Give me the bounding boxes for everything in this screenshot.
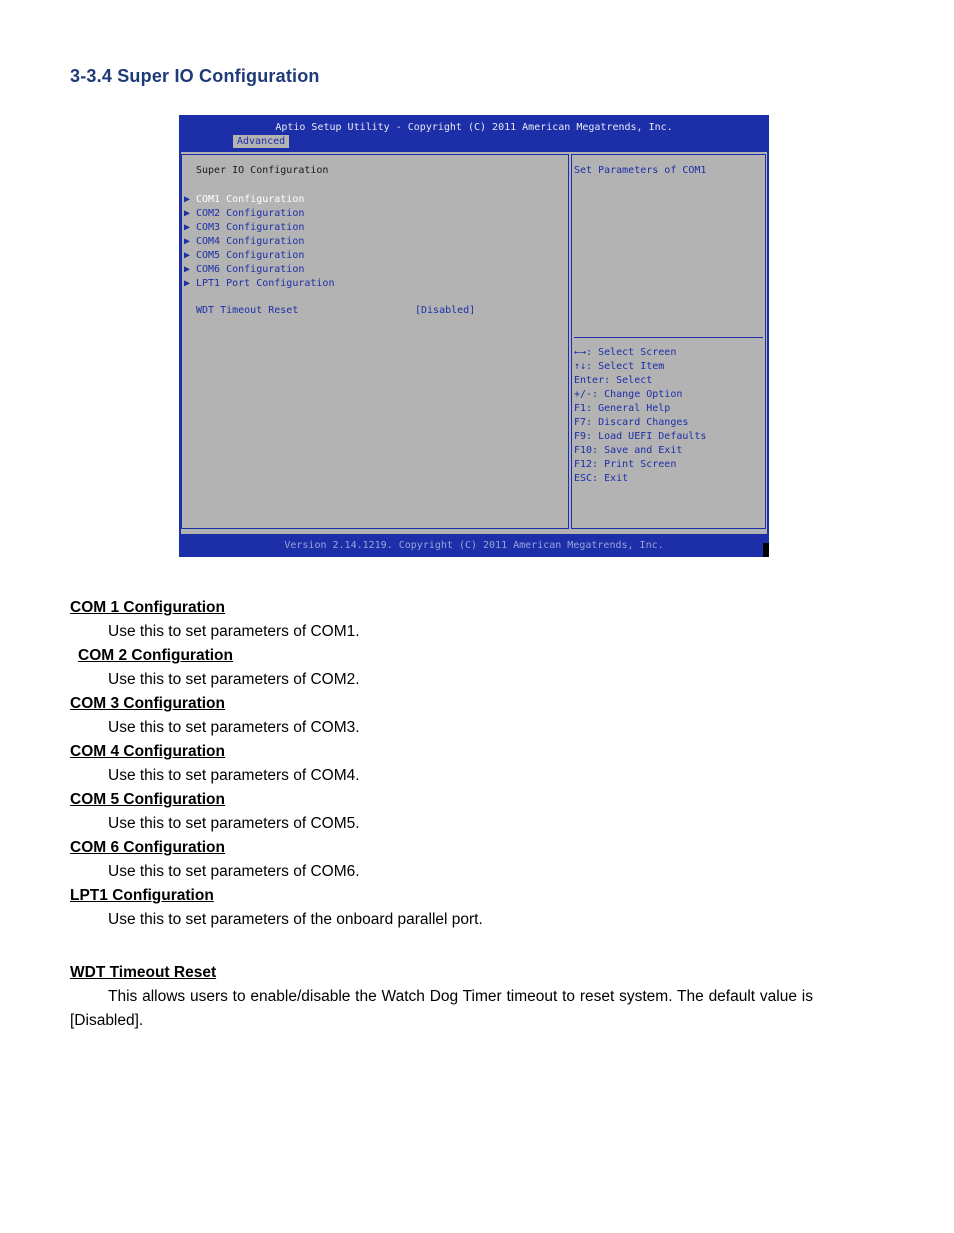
entry-title-com5: COM 5 Configuration (70, 791, 225, 808)
entry-desc-com4: Use this to set parameters of COM4. (108, 767, 360, 784)
document-body (70, 596, 890, 1033)
bios-menu-label: LPT1 Port Configuration (196, 278, 335, 289)
bios-screenshot (179, 115, 769, 557)
bios-title-bar (179, 115, 769, 152)
key-help-item: F9: Load UEFI Defaults (574, 431, 707, 442)
entry-title-com3: COM 3 Configuration (70, 695, 225, 712)
entry-desc-wdt: This allows users to enable/disable the Watch Dog Timer timeout to reset system. The default value is [Disabled]. (70, 988, 813, 1029)
submenu-arrow-icon: ▶ (184, 278, 191, 289)
submenu-arrow-icon: ▶ (184, 194, 191, 205)
bios-body (181, 152, 767, 534)
bios-option-wdt-label[interactable]: WDT Timeout Reset (196, 305, 299, 316)
entry-title-com6: COM 6 Configuration (70, 839, 225, 856)
key-help-item: F7: Discard Changes (574, 417, 689, 428)
entry-desc-lpt1: Use this to set parameters of the onboard parallel port. (108, 911, 483, 928)
key-help-item: ←→: Select Screen (574, 347, 677, 358)
bios-menu-item-com2[interactable] (184, 207, 334, 221)
entry-desc-com3: Use this to set parameters of COM3. (108, 719, 360, 736)
bios-menu-label: COM1 Configuration (196, 194, 305, 205)
bios-menu-item-lpt1[interactable] (184, 277, 334, 291)
entry-title-com2: COM 2 Configuration (78, 647, 233, 664)
submenu-arrow-icon: ▶ (184, 264, 191, 275)
section-title: 3-3.4 Super IO Configuration (70, 66, 320, 86)
bios-menu-label: COM3 Configuration (196, 222, 305, 233)
submenu-arrow-icon: ▶ (184, 250, 191, 261)
key-help-item: ESC: Exit (574, 473, 629, 484)
bios-menu-item-com5[interactable] (184, 249, 334, 263)
bios-menu-item-com3[interactable] (184, 221, 334, 235)
bios-corner-shadow (763, 543, 769, 557)
key-help-item: F1: General Help (574, 403, 671, 414)
key-help-item: +/-: Change Option (574, 389, 683, 400)
bios-option-wdt-value[interactable]: [Disabled] (415, 305, 476, 316)
entry-desc-com1: Use this to set parameters of COM1. (108, 623, 360, 640)
bios-help-panel (571, 154, 766, 529)
bios-menu-item-com1[interactable] (184, 193, 334, 207)
bios-title: Aptio Setup Utility - Copyright (C) 2011 American Megatrends, Inc. (275, 122, 673, 133)
bios-footer-text: Version 2.14.1219. Copyright (C) 2011 American Megatrends, Inc. (284, 540, 664, 551)
submenu-arrow-icon: ▶ (184, 236, 191, 247)
entry-desc-com2: Use this to set parameters of COM2. (108, 671, 360, 688)
bios-footer-bar (179, 536, 769, 557)
tab-advanced[interactable]: Advanced (233, 135, 289, 148)
bios-menu (184, 193, 334, 291)
submenu-arrow-icon: ▶ (184, 208, 191, 219)
bios-menu-label: COM4 Configuration (196, 236, 305, 247)
bios-help-divider (574, 337, 763, 338)
section-spacer (70, 932, 890, 961)
bios-key-legend (574, 346, 706, 486)
bios-main-panel (181, 154, 569, 529)
key-help-item: ↑↓: Select Item (574, 361, 665, 372)
key-help-item: F12: Print Screen (574, 459, 677, 470)
entry-title-com1: COM 1 Configuration (70, 599, 225, 616)
entry-title-wdt: WDT Timeout Reset (70, 964, 217, 981)
key-help-item: Enter: Select (574, 375, 653, 386)
bios-menu-item-com6[interactable] (184, 263, 334, 277)
bios-menu-label: COM6 Configuration (196, 264, 305, 275)
bios-menu-label: COM5 Configuration (196, 250, 305, 261)
entry-desc-com6: Use this to set parameters of COM6. (108, 863, 360, 880)
entry-desc-com5: Use this to set parameters of COM5. (108, 815, 360, 832)
bios-menu-item-com4[interactable] (184, 235, 334, 249)
entry-title-com4: COM 4 Configuration (70, 743, 225, 760)
bios-panel-heading: Super IO Configuration (196, 165, 329, 176)
submenu-arrow-icon: ▶ (184, 222, 191, 233)
key-help-item: F10: Save and Exit (574, 445, 683, 456)
bios-menu-label: COM2 Configuration (196, 208, 305, 219)
entry-title-lpt1: LPT1 Configuration (70, 887, 214, 904)
bios-help-text: Set Parameters of COM1 (574, 165, 707, 176)
